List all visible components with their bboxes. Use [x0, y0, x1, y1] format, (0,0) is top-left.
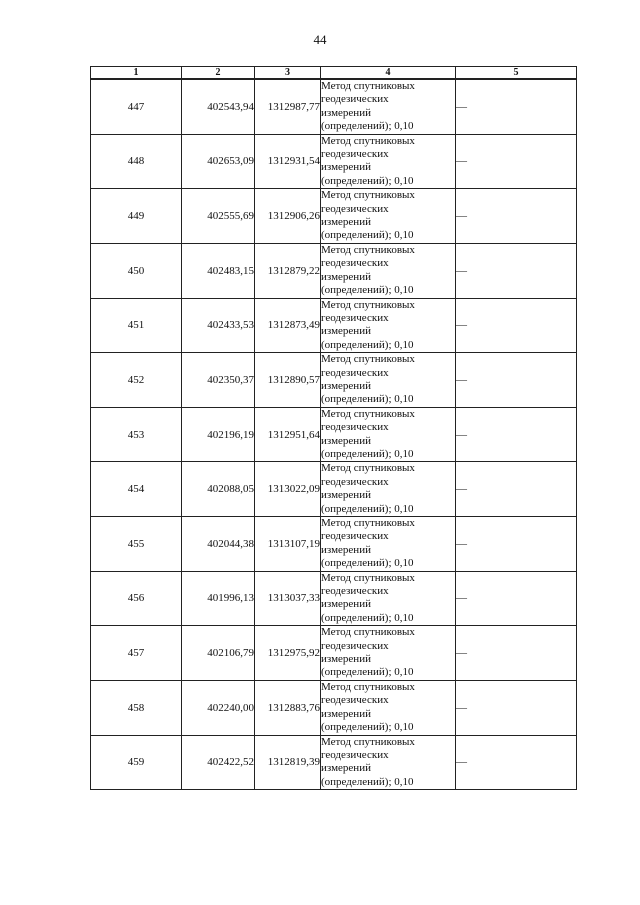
method-line-4: (определений); 0,10	[321, 393, 414, 406]
method-line-3: измерений	[321, 653, 371, 666]
table-row	[91, 517, 577, 572]
note-cell: —	[456, 79, 577, 134]
table-row	[91, 735, 577, 790]
coord-y: 1312873,49	[255, 298, 321, 353]
method-line-2: геодезических	[321, 475, 389, 488]
table-row	[91, 79, 577, 134]
point-number: 447	[91, 79, 182, 134]
point-number: 449	[91, 189, 182, 244]
method-line-3: измерений	[321, 707, 371, 720]
method-line-4: (определений); 0,10	[321, 666, 414, 679]
method-line-2: геодезических	[321, 93, 389, 106]
note-cell: —	[456, 462, 577, 517]
method-line-2: геодезических	[321, 202, 389, 215]
point-number: 454	[91, 462, 182, 517]
coord-y: 1313037,33	[255, 571, 321, 626]
method-line-2: геодезических	[321, 366, 389, 379]
coord-y: 1312906,26	[255, 189, 321, 244]
method-line-1: Метод спутниковых	[321, 134, 415, 147]
header-col-3: 3	[255, 67, 321, 80]
method-line-3: измерений	[321, 434, 371, 447]
point-number: 458	[91, 680, 182, 735]
method-cell	[321, 462, 456, 517]
table-row	[91, 353, 577, 408]
coord-y: 1312883,76	[255, 680, 321, 735]
method-line-3: измерений	[321, 161, 371, 174]
method-line-4: (определений); 0,10	[321, 775, 414, 788]
point-number: 450	[91, 243, 182, 298]
coord-y: 1312975,92	[255, 626, 321, 681]
table-row	[91, 189, 577, 244]
table-row	[91, 571, 577, 626]
method-line-3: измерений	[321, 106, 371, 119]
method-line-3: измерений	[321, 489, 371, 502]
coord-y: 1312819,39	[255, 735, 321, 790]
table-row	[91, 134, 577, 189]
coord-x: 402433,53	[182, 298, 255, 353]
method-line-3: измерений	[321, 598, 371, 611]
page-number: 44	[313, 32, 327, 47]
note-cell: —	[456, 189, 577, 244]
point-number: 459	[91, 735, 182, 790]
method-cell	[321, 298, 456, 353]
note-cell: —	[456, 517, 577, 572]
method-cell	[321, 680, 456, 735]
note-cell: —	[456, 735, 577, 790]
method-cell	[321, 407, 456, 462]
point-number: 451	[91, 298, 182, 353]
method-line-4: (определений); 0,10	[321, 721, 414, 734]
note-cell: —	[456, 353, 577, 408]
table-row	[91, 462, 577, 517]
coord-y: 1312890,57	[255, 353, 321, 408]
note-cell: —	[456, 571, 577, 626]
coord-x: 402350,37	[182, 353, 255, 408]
coord-x: 402543,94	[182, 79, 255, 134]
coord-y: 1312931,54	[255, 134, 321, 189]
coord-y: 1312987,77	[255, 79, 321, 134]
note-cell: —	[456, 407, 577, 462]
method-line-1: Метод спутниковых	[321, 243, 415, 256]
coord-x: 401996,13	[182, 571, 255, 626]
method-line-4: (определений); 0,10	[321, 174, 414, 187]
header-col-1: 1	[91, 67, 182, 80]
method-line-2: геодезических	[321, 694, 389, 707]
coord-x: 402422,52	[182, 735, 255, 790]
method-line-2: геодезических	[321, 639, 389, 652]
method-cell	[321, 571, 456, 626]
coord-x: 402483,15	[182, 243, 255, 298]
method-cell	[321, 243, 456, 298]
method-line-1: Метод спутниковых	[321, 298, 415, 311]
method-line-1: Метод спутниковых	[321, 407, 415, 420]
point-number: 448	[91, 134, 182, 189]
coord-y: 1313107,19	[255, 517, 321, 572]
point-number: 452	[91, 353, 182, 408]
coord-y: 1312951,64	[255, 407, 321, 462]
coord-y: 1313022,09	[255, 462, 321, 517]
method-line-4: (определений); 0,10	[321, 284, 414, 297]
method-line-3: измерений	[321, 543, 371, 556]
table-row	[91, 626, 577, 681]
method-cell	[321, 626, 456, 681]
method-line-2: геодезических	[321, 748, 389, 761]
coord-y: 1312879,22	[255, 243, 321, 298]
method-line-2: геодезических	[321, 585, 389, 598]
method-line-4: (определений); 0,10	[321, 502, 414, 515]
method-line-1: Метод спутниковых	[321, 353, 415, 366]
method-line-4: (определений); 0,10	[321, 557, 414, 570]
table-row	[91, 243, 577, 298]
method-line-2: геодезических	[321, 421, 389, 434]
method-line-3: измерений	[321, 325, 371, 338]
coord-x: 402653,09	[182, 134, 255, 189]
point-number: 453	[91, 407, 182, 462]
coord-x: 402555,69	[182, 189, 255, 244]
point-number: 455	[91, 517, 182, 572]
method-line-1: Метод спутниковых	[321, 462, 415, 475]
method-cell	[321, 189, 456, 244]
method-cell	[321, 79, 456, 134]
table-row	[91, 407, 577, 462]
method-line-2: геодезических	[321, 311, 389, 324]
method-line-1: Метод спутниковых	[321, 626, 415, 639]
table-row	[91, 298, 577, 353]
method-line-2: геодезических	[321, 257, 389, 270]
method-line-4: (определений); 0,10	[321, 229, 414, 242]
method-cell	[321, 134, 456, 189]
method-line-1: Метод спутниковых	[321, 189, 415, 202]
header-col-5: 5	[456, 67, 577, 80]
header-col-2: 2	[182, 67, 255, 80]
table-row	[91, 680, 577, 735]
coordinates-table	[90, 66, 577, 790]
note-cell: —	[456, 243, 577, 298]
header-col-4: 4	[321, 67, 456, 80]
coord-x: 402240,00	[182, 680, 255, 735]
method-line-3: измерений	[321, 762, 371, 775]
point-number: 456	[91, 571, 182, 626]
method-line-1: Метод спутниковых	[321, 735, 415, 748]
note-cell: —	[456, 680, 577, 735]
method-line-2: геодезических	[321, 530, 389, 543]
coord-x: 402196,19	[182, 407, 255, 462]
note-cell: —	[456, 134, 577, 189]
coord-x: 402106,79	[182, 626, 255, 681]
method-cell	[321, 517, 456, 572]
method-line-1: Метод спутниковых	[321, 517, 415, 529]
note-cell: —	[456, 298, 577, 353]
method-cell	[321, 735, 456, 790]
note-cell: —	[456, 626, 577, 681]
method-line-3: измерений	[321, 216, 371, 229]
method-line-1: Метод спутниковых	[321, 571, 415, 584]
point-number: 457	[91, 626, 182, 681]
method-line-4: (определений); 0,10	[321, 120, 414, 133]
method-line-4: (определений); 0,10	[321, 611, 414, 624]
method-line-4: (определений); 0,10	[321, 338, 414, 351]
coord-x: 402044,38	[182, 517, 255, 572]
method-line-1: Метод спутниковых	[321, 680, 415, 693]
method-cell	[321, 353, 456, 408]
method-line-3: измерений	[321, 379, 371, 392]
table-header-row	[91, 67, 577, 80]
method-line-2: геодезических	[321, 148, 389, 161]
method-line-1: Метод спутниковых	[321, 80, 415, 92]
coord-x: 402088,05	[182, 462, 255, 517]
method-line-3: измерений	[321, 270, 371, 283]
method-line-4: (определений); 0,10	[321, 447, 414, 460]
